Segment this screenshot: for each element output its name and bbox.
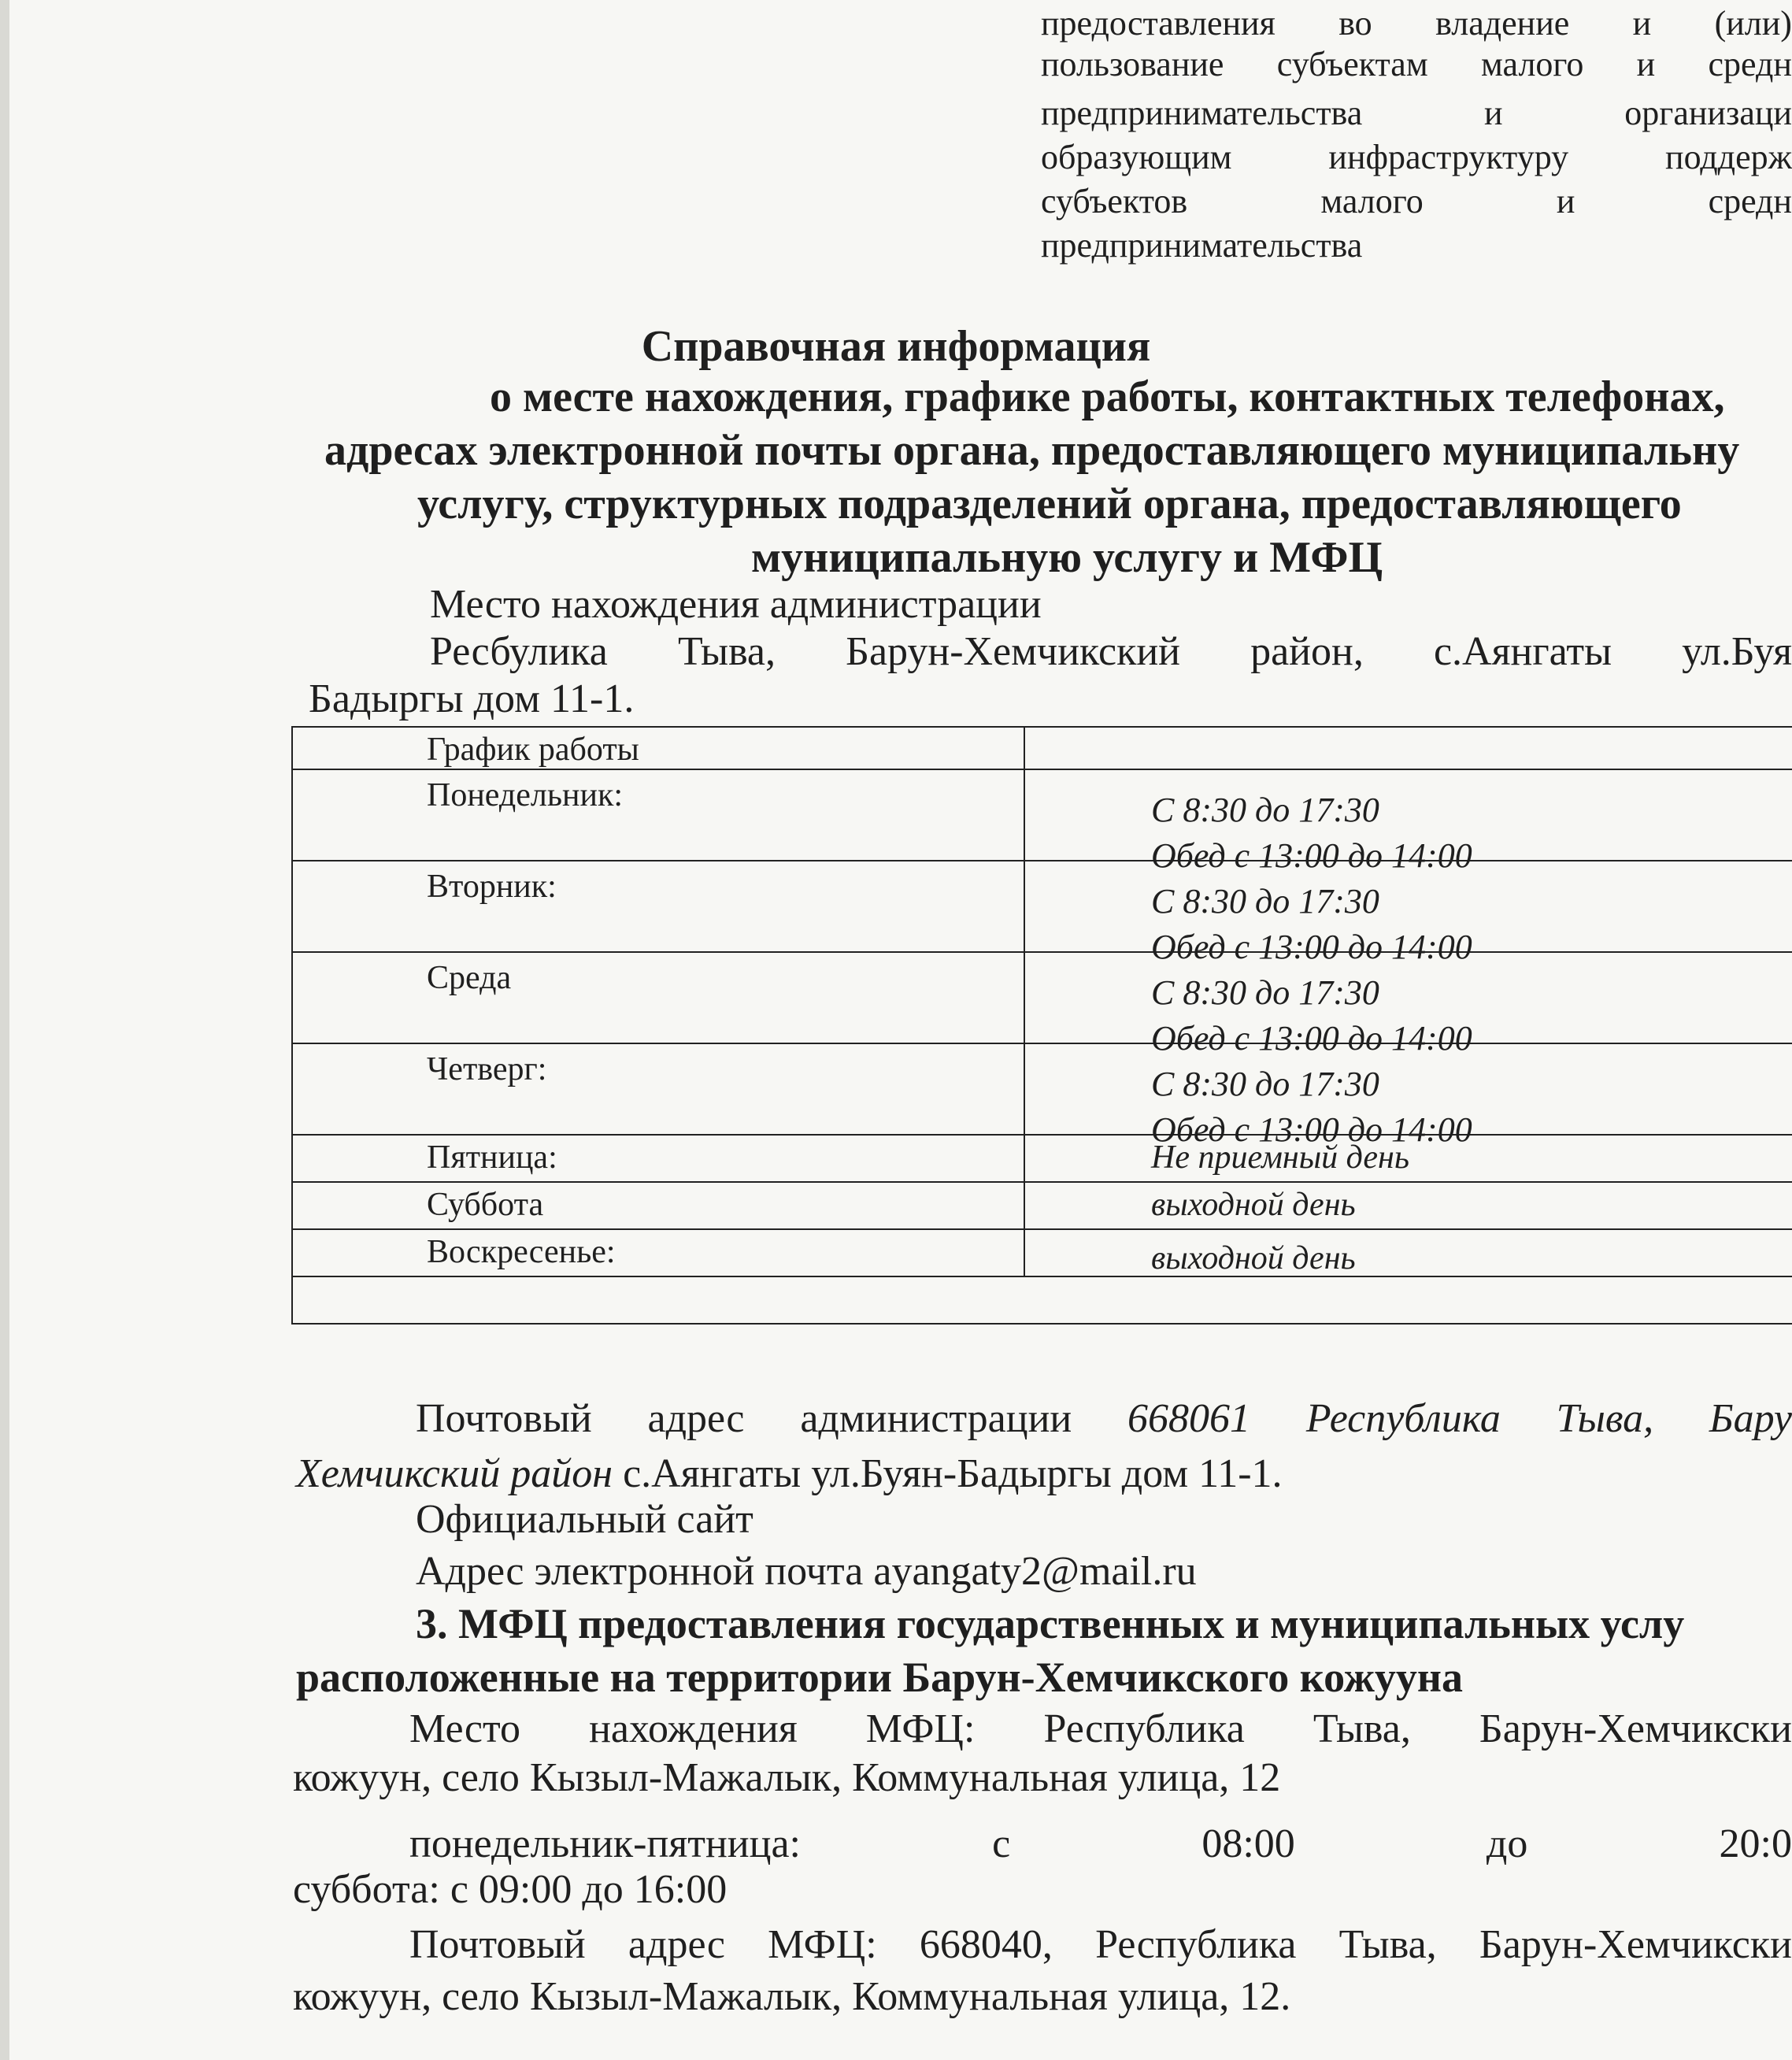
table-row [293,1230,1792,1277]
table-row [293,1044,1792,1149]
section-3-title-line-1: 3. МФЦ предоставления государственных и муниципальных услу [416,1600,1685,1647]
hours-friday: Не приемный день [1151,1139,1410,1176]
day-wednesday: Среда [293,953,1025,1043]
hours-sunday: выходной день [1151,1240,1356,1276]
location-tail: Бадыргы дом 11-1. [309,676,635,721]
header-line-1: предоставления во владение и (или) [1041,4,1792,43]
title-line-5: муниципальную услугу и МФЦ [751,533,1383,582]
mfc-postal-tail: кожуун, село Кызыл-Мажалык, Коммунальная улица, 12. [293,1974,1291,2019]
mfc-location-line: Место нахождения МФЦ: Республика Тыва, Барун-Хемчикски [409,1706,1792,1751]
official-site-label: Официальный сайт [416,1497,753,1542]
title-line-2: о месте нахождения, графике работы, контактных телефонах, [490,372,1725,421]
schedule-table [291,726,1792,1325]
day-monday: Понедельник: [293,770,1025,860]
day-thursday: Четверг: [293,1044,1025,1134]
section-3-title-line-2: расположенные на территории Барун-Хемчикского кожууна [296,1654,1464,1701]
table-row [293,770,1792,875]
page-edge [0,0,9,2060]
table-row [293,1183,1792,1230]
schedule-header: График работы [293,728,1025,769]
mfc-hours-line: понедельник-пятница: с 08:00 до 20:0 [409,1821,1792,1866]
postal-line-1: Почтовый адрес администрации 668061 Республика Тыва, Бару [416,1396,1792,1441]
table-row [293,953,1792,1058]
day-sunday: Воскресенье: [293,1230,1025,1276]
hours-thursday: С 8:30 до 17:30 Обед с 13:00 до 14:00 [1151,1065,1472,1149]
header-line-2: пользование субъектам малого и средн [1041,45,1792,83]
title-line-3: адресах электронной почты органа, предоставляющего муниципальну [324,426,1740,475]
hours-monday: С 8:30 до 17:30 Обед с 13:00 до 14:00 [1151,791,1472,875]
hours-tuesday: С 8:30 до 17:30 Обед с 13:00 до 14:00 [1151,882,1472,966]
header-line-4: образующим инфраструктуру поддерж [1041,138,1792,176]
location-label: Место нахождения администрации [430,582,1042,627]
table-empty-row [293,1277,1792,1325]
table-row [293,861,1792,966]
table-row [293,1136,1792,1183]
day-friday: Пятница: [293,1136,1025,1181]
day-saturday: Суббота [293,1183,1025,1228]
hours-saturday: выходной день [1151,1187,1356,1223]
postal-line-2: Хемчикский район с.Аянгаты ул.Буян-Бадыргы дом 11-1. [296,1451,1283,1496]
header-line-3: предпринимательства и организаци [1041,94,1792,132]
hours-wednesday: С 8:30 до 17:30 Обед с 13:00 до 14:00 [1151,973,1472,1058]
title-line-1: Справочная информация [641,322,1151,371]
table-cell [1025,728,1792,769]
mfc-postal-line: Почтовый адрес МФЦ: 668040, Республика Тыва, Барун-Хемчикски [409,1922,1792,1967]
location-line: Ресбулика Тыва, Барун-Хемчикский район, с.Аянгаты ул.Буя [430,629,1792,674]
table-header-row [293,728,1792,770]
day-tuesday: Вторник: [293,861,1025,951]
mfc-location-tail: кожуун, село Кызыл-Мажалык, Коммунальная улица, 12 [293,1755,1281,1800]
header-line-5: субъектов малого и средн [1041,182,1792,220]
mfc-saturday-hours: суббота: с 09:00 до 16:00 [293,1867,728,1912]
header-line-6: предпринимательства [1041,226,1363,265]
email-line: Адрес электронной почта ayangaty2@mail.ru [416,1549,1197,1594]
title-line-4: услугу, структурных подразделений органа, предоставляющего [417,480,1682,528]
